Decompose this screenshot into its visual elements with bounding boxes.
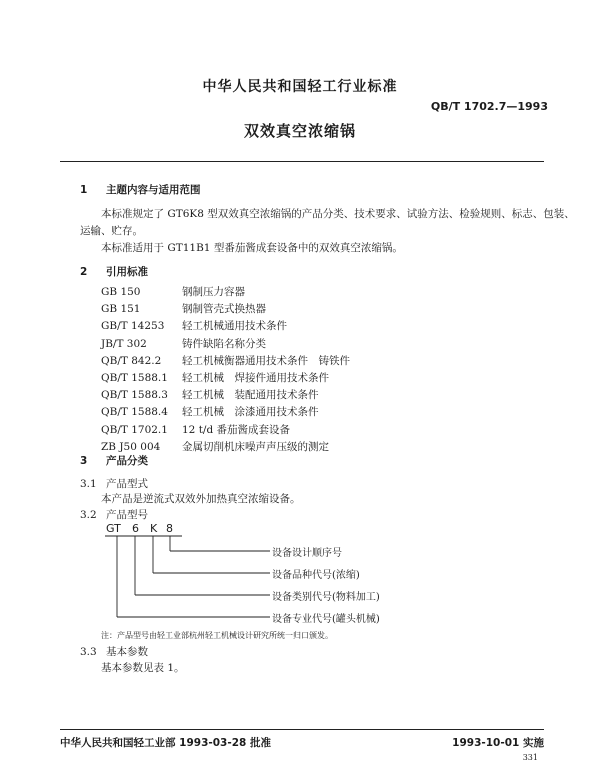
reference-title: 金属切削机床噪声声压级的测定 <box>182 440 329 453</box>
section-number: 1 <box>80 184 88 196</box>
reference-code: QB/T 1588.4 <box>101 406 168 419</box>
section-number: 3 <box>80 455 88 467</box>
section-number: 2 <box>80 266 88 278</box>
model-note: 注：产品型号由轻工业部杭州轻工机械设计研究所统一归口颁发。 <box>101 631 333 640</box>
section-1-para-1-line-1: 本标准规定了 GT6K8 型双效真空浓缩锅的产品分类、技术要求、试验方法、检验规则、标志、包装、 <box>101 208 575 220</box>
model-code-char: GT <box>106 522 121 535</box>
legend-category-code: 设备类别代号(物料加工) <box>272 592 380 603</box>
reference-title: 钢制管壳式换热器 <box>182 303 266 316</box>
reference-title: 铸件缺陷名称分类 <box>182 337 266 350</box>
reference-code: QB/T 1588.1 <box>101 372 168 385</box>
model-code-char: 8 <box>166 522 173 535</box>
implementation-date: 1993-10-01 实施 <box>452 737 544 749</box>
subsection-number: 3.3 <box>80 646 97 658</box>
reference-title: 轻工机械通用技术条件 <box>182 320 287 333</box>
section-3-3-text: 基本参数见表 1。 <box>101 662 185 674</box>
reference-code: GB/T 14253 <box>101 320 165 333</box>
reference-title: 轻工机械 焊接件通用技术条件 <box>182 372 329 385</box>
model-code-char: 6 <box>132 522 139 535</box>
section-title: 产品分类 <box>106 455 148 467</box>
reference-code: QB/T 1588.3 <box>101 389 168 402</box>
reference-code: JB/T 302 <box>101 337 147 350</box>
section-3-1-text: 本产品是逆流式双效外加热真空浓缩设备。 <box>101 493 301 505</box>
reference-title: 轻工机械 涂漆通用技术条件 <box>182 406 319 419</box>
section-1-para-1-line-2: 运输、贮存。 <box>80 225 143 237</box>
reference-code: ZB J50 004 <box>101 440 161 453</box>
section-title: 引用标准 <box>106 266 148 278</box>
subsection-title: 基本参数 <box>106 646 148 658</box>
section-title: 主题内容与适用范围 <box>106 184 201 196</box>
subsection-title: 产品型号 <box>106 509 148 521</box>
section-1-para-2: 本标准适用于 GT11B1 型番茄酱成套设备中的双效真空浓缩锅。 <box>101 242 403 254</box>
subsection-title: 产品型式 <box>106 478 148 490</box>
subsection-number: 3.1 <box>80 478 97 490</box>
legend-specialty-code: 设备专业代号(罐头机械) <box>272 614 380 625</box>
legend-variety-code: 设备品种代号(浓缩) <box>272 570 360 581</box>
approval-line: 中华人民共和国轻工业部 1993-03-28 批准 <box>60 737 271 749</box>
page-number: 331 <box>522 753 538 762</box>
reference-code: GB 151 <box>101 303 141 316</box>
standard-number: QB/T 1702.7—1993 <box>430 100 548 113</box>
document-title: 双效真空浓缩锅 <box>243 122 356 140</box>
issuing-organization: 中华人民共和国轻工行业标准 <box>202 79 398 95</box>
reference-title: 钢制压力容器 <box>182 286 245 298</box>
model-code-char: K <box>150 522 158 535</box>
reference-title: 12 t/d 番茄酱成套设备 <box>182 423 291 436</box>
reference-title: 轻工机械衡器通用技术条件 铸铁件 <box>182 354 350 367</box>
subsection-number: 3.2 <box>80 509 97 521</box>
reference-title: 轻工机械 装配通用技术条件 <box>182 389 319 402</box>
reference-code: QB/T 1702.1 <box>101 423 168 436</box>
footer-rule <box>60 729 544 730</box>
reference-code: GB 150 <box>101 286 141 298</box>
legend-design-sequence: 设备设计顺序号 <box>272 548 342 559</box>
section-3-3-heading <box>80 644 148 659</box>
reference-code: QB/T 842.2 <box>101 354 162 367</box>
